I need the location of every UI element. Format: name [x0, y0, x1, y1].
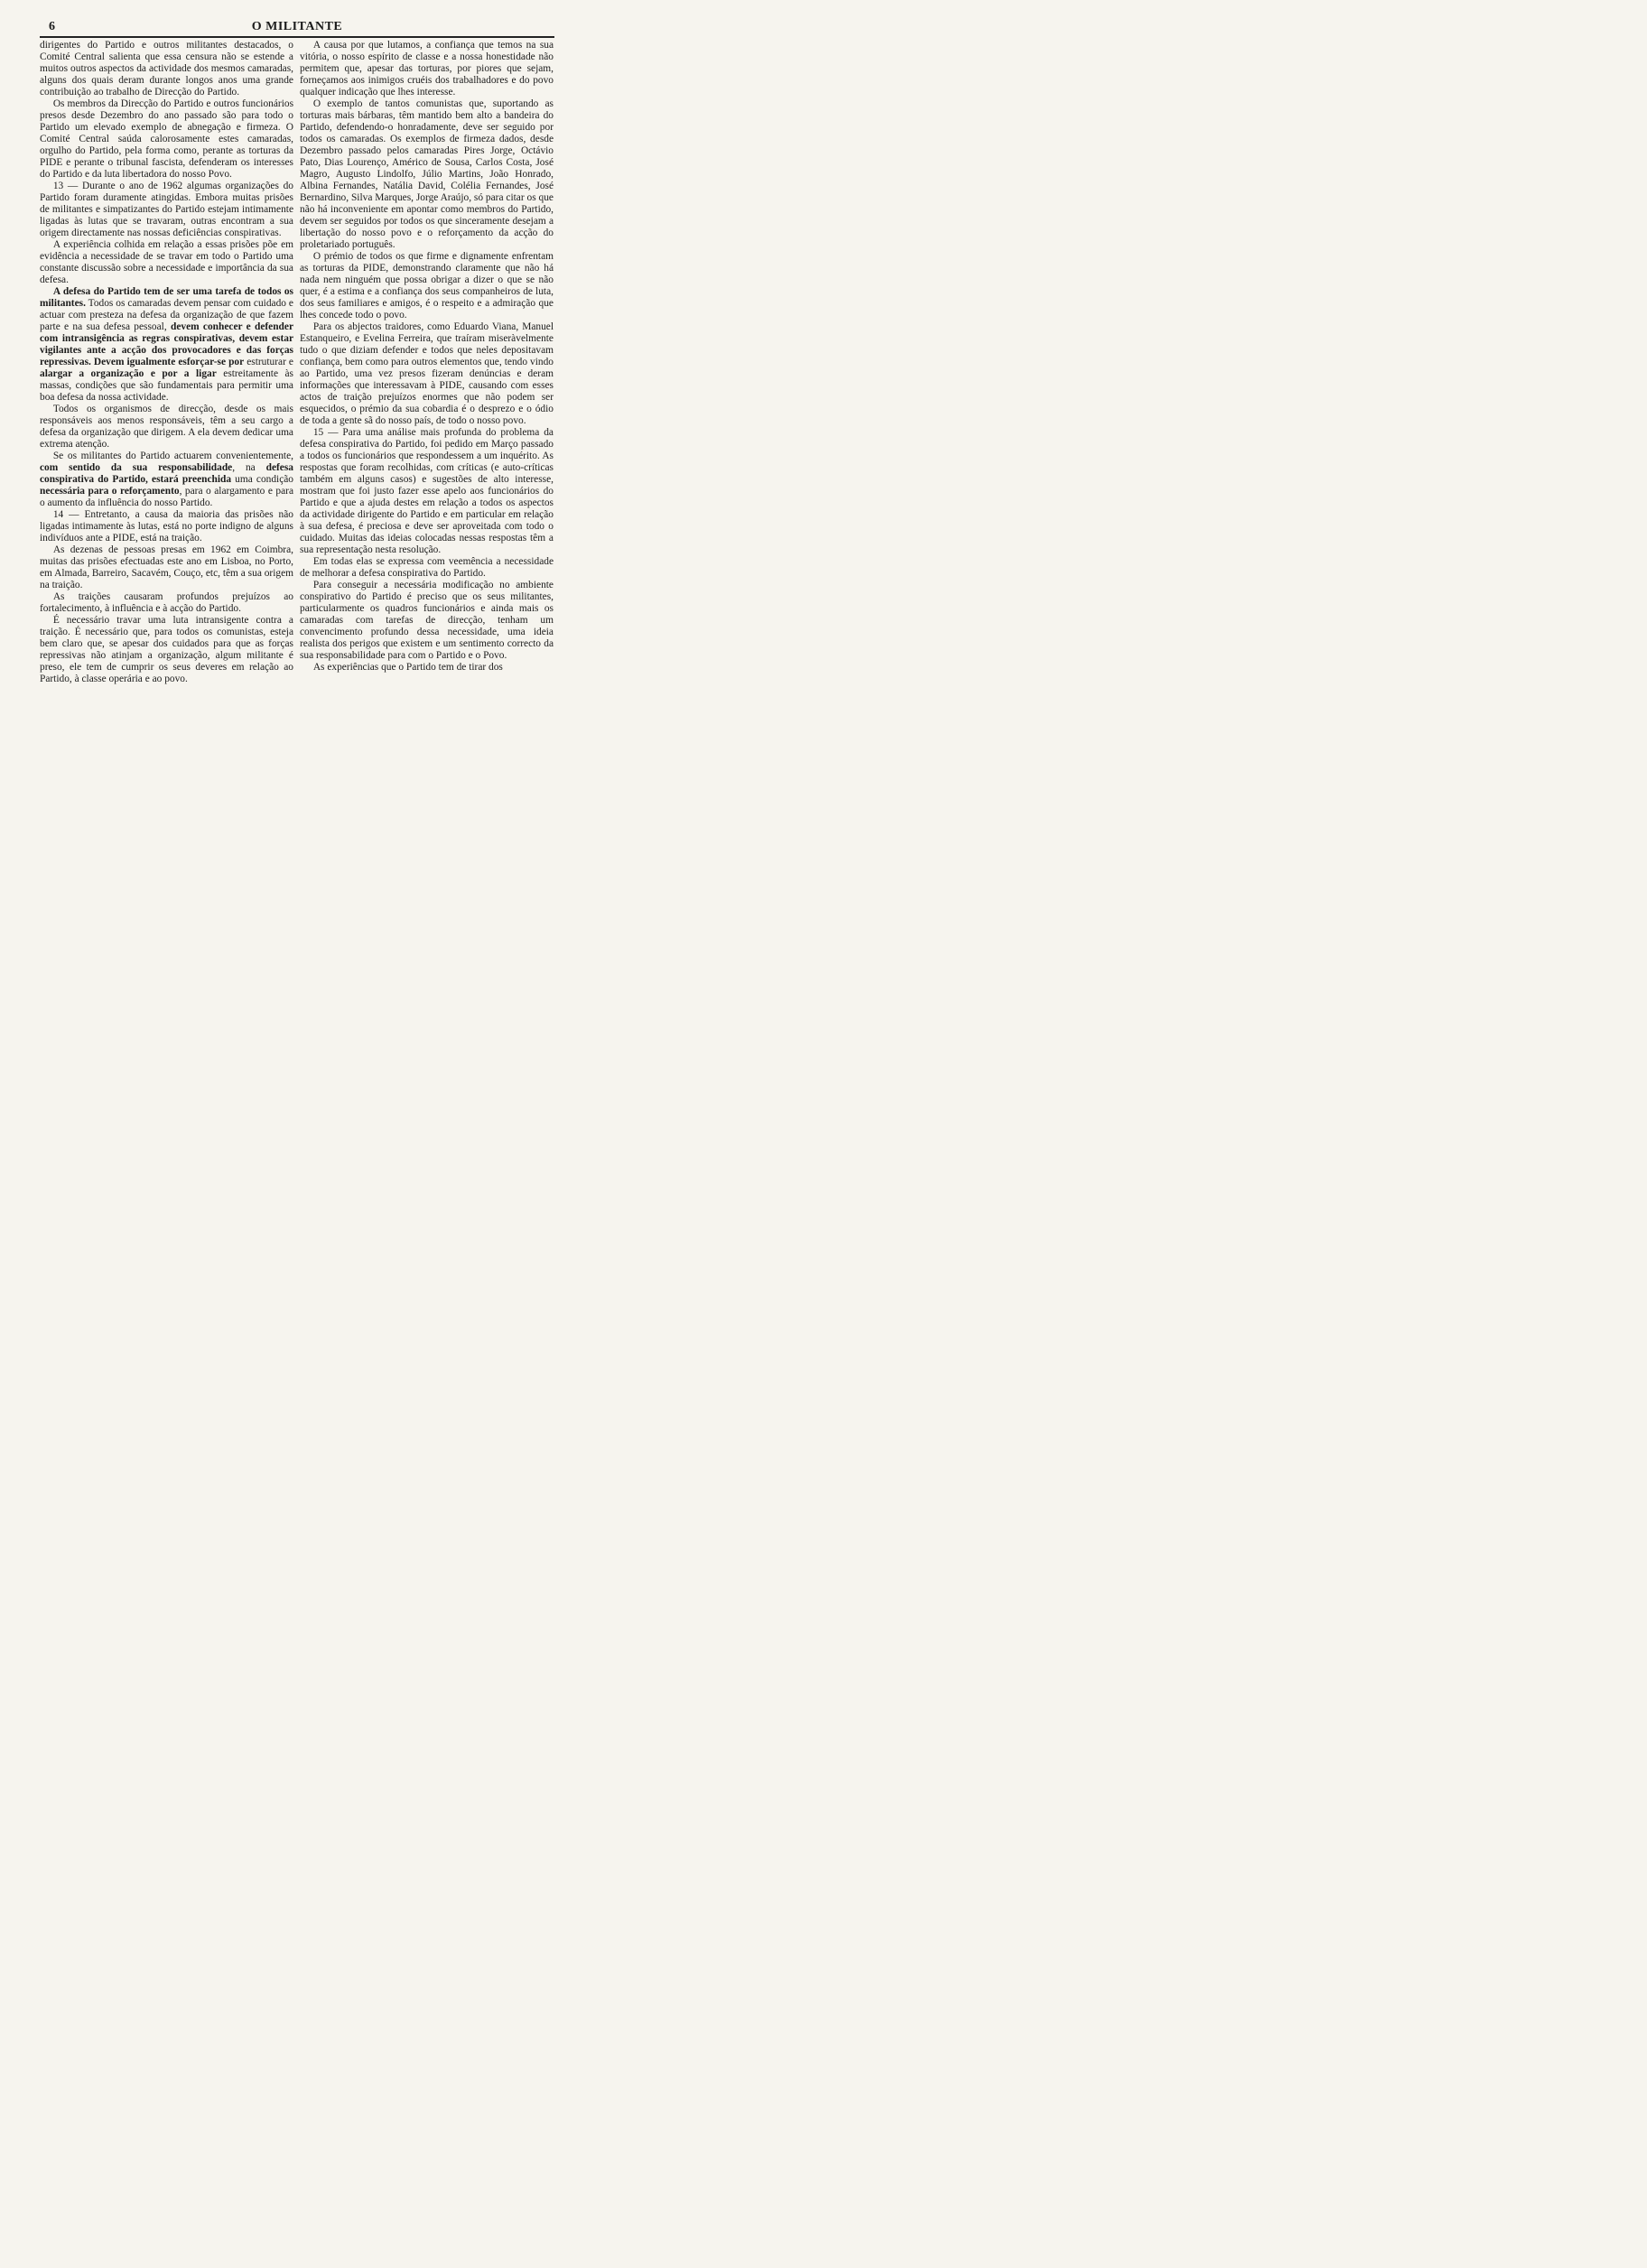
paragraph: O exemplo de tantos comunistas que, suportando as torturas mais bárbaras, têm mantido bem alto a bandeira do Partido, defendendo-o honradamente, deve ser seguido por todos os camaradas. Os exemplos de firmeza dados, desde Dezembro passado pelos camaradas Pires Jorge, Octávio Pato, Dias Lourenço, Américo de Sousa, Carlos Costa, José Magro, Augusto Lindolfo, Júlio Martins, João Honrado, Albina Fernandes, Natália David, Colélia Fernandes, José Bernardino, Silva Marques, Jorge Araújo, só para citar os que não há inconveniente em apontar como membros do Partido, devem ser seguidos por todos os que sinceramente desejam a libertação do nosso povo e o reforçamento da acção do proletariado português.: [300, 98, 554, 250]
text-run: estreitamente às massas, condições que são fundamentais para permitir uma boa defesa da nossa actividade.: [40, 368, 293, 403]
paragraph: Para os abjectos traidores, como Eduardo Viana, Manuel Estanqueiro, e Evelina Ferreira, que traíram miseràvelmente tudo o que diziam defender e todos que neles depositavam confiança, bem como para outros elementos que, tendo vindo ao Partido, uma vez presos fizeram denúncias e deram informações que interessavam à PIDE, causando com esses actos de traição prejuízos enormes que não podem ser esquecidos, o prémio da sua cobardia é o desprezo e o ódio de toda a gente sã do nosso país, de todo o nosso povo.: [300, 321, 554, 426]
paragraph: 13 — Durante o ano de 1962 algumas organizações do Partido foram duramente atingidas. Embora muitas prisões de militantes e simpatizantes do Partido estejam intimamente ligadas às lutas que se travaram, outras encontram a sua origem directamente nas nossas deficiências conspirativas.: [40, 181, 293, 238]
paragraph: Todos os organismos de direcção, desde os mais responsáveis aos menos responsáveis, têm a seu cargo a defesa da organização que dirigem. A ela devem dedicar uma extrema atenção.: [40, 404, 293, 450]
emphasis-text: necessária para o reforçamento: [40, 486, 180, 497]
journal-title: O MILITANTE: [251, 20, 343, 33]
paragraph: [40, 286, 293, 404]
text-run: Se os militantes do Partido actuarem convenientemente,: [52, 451, 293, 461]
emphasis-text: defesa conspirativa do Partido, estará preenchida: [40, 462, 293, 485]
paragraph: Os membros da Direcção do Partido e outros funcionários presos desde Dezembro do ano passado são para todo o Partido um elevado exemplo de abnegação e firmeza. O Comité Central saúda calorosamente estes camaradas, orgulho do Partido, pela forma como, perante as torturas da PIDE e perante o tribunal fascista, defenderam os interesses do Partido e da luta libertadora do nosso Povo.: [40, 98, 293, 180]
left-column: [40, 40, 293, 685]
text-run: , na: [232, 462, 266, 473]
paragraph: 15 — Para uma análise mais profunda do problema da defesa conspirativa do Partido, foi pedido em Março passado a todos os funcionários que respondessem a um inquérito. As respostas que foram recolhidas, com críticas (e auto-críticas também em alguns casos) e sugestões de alto interesse, mostram que foi justo fazer esse apelo aos funcionários do Partido e que a ajuda destes em relação a todos os aspectos da actividade dirigente do Partido e em particular em relação à sua defesa, é preciosa e deve ser aproveitada com todo o cuidado. Muitas das ideias colocadas nessas respostas têm a sua representação nesta resolução.: [300, 427, 554, 555]
text-run: Todos os camaradas devem pensar com cuidado e actuar com presteza na defesa da organização de que fazem parte e na sua defesa pessoal,: [40, 298, 293, 332]
emphasis-text: devem conhecer e defender com intransigência as regras conspirativas, devem estar vigilantes ante a acção dos provocadores e das forças repressivas. Devem igualmente esforçar-se por: [40, 321, 294, 367]
emphasis-text: com sentido da sua responsabilidade: [40, 462, 233, 473]
paragraph: O prémio de todos os que firme e dignamente enfrentam as torturas da PIDE, demonstrando claramente que não há nada nem ninguém que possa obrigar a dizer o que se não quer, é a estima e a confiança dos seus companheiros de luta, dos seus familiares e amigos, é o respeito e a admiração que lhes concede todo o povo.: [300, 251, 554, 321]
paragraph: dirigentes do Partido e outros militantes destacados, o Comité Central salienta que essa censura não se estende a muitos outros aspectos da actividade dos mesmos camaradas, alguns dos quais deram durante longos anos uma grande contribuição ao trabalho de Direcção do Partido.: [40, 40, 293, 98]
emphasis-text: A defesa do Partido tem de ser uma tarefa de todos os militantes.: [40, 286, 293, 309]
emphasis-text: alargar a organização e por a ligar: [40, 368, 217, 379]
right-column: [300, 40, 554, 674]
text-run: uma condição: [231, 474, 293, 485]
page-header: [40, 20, 554, 38]
paragraph: As dezenas de pessoas presas em 1962 em Coimbra, muitas das prisões efectuadas este ano em Lisboa, no Porto, em Almada, Barreiro, Sacavém, Couço, etc, têm a sua origem na traição.: [40, 544, 293, 590]
page-number: 6: [49, 20, 55, 33]
paragraph: As traições causaram profundos prejuízos ao fortalecimento, à influência e à acção do Partido.: [40, 591, 293, 614]
paragraph: [40, 451, 293, 509]
paragraph: A experiência colhida em relação a essas prisões põe em evidência a necessidade de se travar em todo o Partido uma constante discussão sobre a necessidade e importância da sua defesa.: [40, 239, 293, 285]
text-run: estruturar e: [244, 357, 293, 367]
paragraph: É necessário travar uma luta intransigente contra a traição. É necessário que, para todos os comunistas, esteja bem claro que, se apesar dos cuidados para que as forças repressivas não atinjam a organização, algum militante é preso, ele tem de cumprir os seus deveres em relação ao Partido, à classe operária e ao povo.: [40, 615, 293, 684]
text-run: , para o alargamento e para o aumento da influência do nosso Partido.: [40, 486, 293, 508]
paragraph: A causa por que lutamos, a confiança que temos na sua vitória, o nosso espírito de classe e a nossa honestidade não permitem que, apesar das torturas, por piores que sejam, forneçamos aos inimigos cruéis dos trabalhadores e do povo qualquer indicação que lhes interesse.: [300, 40, 554, 98]
paragraph: Para conseguir a necessária modificação no ambiente conspirativo do Partido é preciso que os seus militantes, particularmente os quadros funcionários e ainda mais os camaradas com tarefas de direcção, tenham um convencimento profundo dessa necessidade, uma ideia realista dos perigos que existem e um sentimento correcto da sua responsabilidade para com o Partido e o Povo.: [300, 580, 554, 661]
document-page: [0, 0, 578, 795]
paragraph: As experiências que o Partido tem de tirar dos: [312, 662, 503, 673]
paragraph: 14 — Entretanto, a causa da maioria das prisões não ligadas intimamente às lutas, está no porte indigno de alguns indivíduos ante a PIDE, está na traição.: [40, 509, 293, 544]
paragraph: Em todas elas se expressa com veemência a necessidade de melhorar a defesa conspirativa do Partido.: [300, 556, 554, 579]
